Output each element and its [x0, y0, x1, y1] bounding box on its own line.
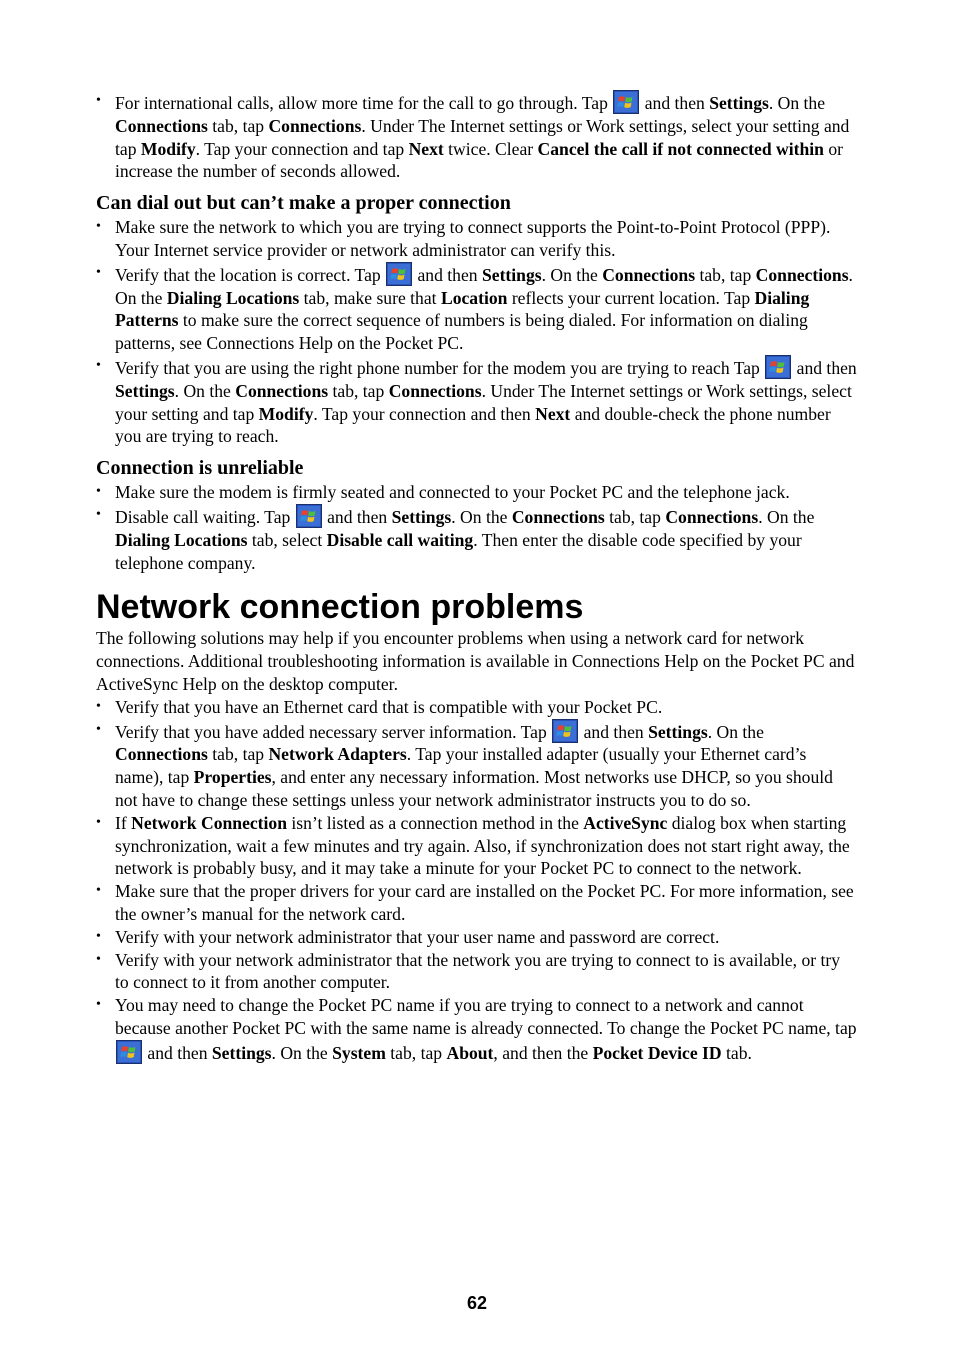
section-heading: Can dial out but can’t make a proper connection: [96, 192, 511, 215]
section2-list: [96, 481, 858, 574]
list-item: • You may need to change the Pocket PC name if you are trying to connect to a network and cannot because another Pocket PC with the same name is already connected. To change the Pocket PC name, tap and then Settings. On the System tab, tap About, and then the Pocket Device ID tab.: [96, 994, 858, 1064]
list-item: • If Network Connection isn’t listed as a connection method in the ActiveSync dialog box when starting synchronization, wait a few minutes and try again. Also, if synchronization does not start right away, the network is probably busy, and it may take a minute for your Pocket PC to connect to the network.: [96, 812, 858, 880]
list-item: • Make sure the modem is firmly seated and connected to your Pocket PC and the telephone jack.: [96, 481, 858, 504]
list-item: • Verify that you have added necessary server information. Tap and then Settings. On the Connections tab, tap Network Adapters. Tap your installed adapter (usually your Ethernet card’s name), tap Properties, and enter any necessary information. Most networks use DHCP, so you should not have to change these settings unless your network administrator instructs you to do so.: [96, 719, 858, 812]
page-title: Network connection problems: [96, 588, 584, 627]
start-menu-icon: [613, 90, 639, 114]
list-item: • Verify that the location is correct. Tap and then Settings. On the Connections tab, tap Connections. On the Dialing Locations tab, make sure that Location reflects your current location. Tap Dialing Patterns to make sure the correct sequence of numbers is being dialed. For information on dialing patterns, see Connections Help on the Pocket PC.: [96, 262, 858, 355]
list-item: • Verify with your network administrator that the network you are trying to connect to is available, or try to connect to it from another computer.: [96, 949, 858, 995]
list-item: • Disable call waiting. Tap and then Settings. On the Connections tab, tap Connections. On the Dialing Locations tab, select Disable call waiting. Then enter the disable code specified by your telephone company.: [96, 504, 858, 574]
document-page: [96, 90, 858, 1064]
start-menu-icon: [116, 1040, 142, 1064]
start-menu-icon: [552, 719, 578, 743]
start-menu-icon: [765, 355, 791, 379]
section-intro: The following solutions may help if you encounter problems when using a network card for network connections. Additional troubleshooting information is available in Connections Help on the Pocket PC and ActiveSync Help on the desktop computer.: [96, 628, 855, 694]
page-number: 62: [466, 1293, 488, 1313]
section3-list: [96, 696, 858, 1065]
start-menu-icon: [296, 504, 322, 528]
section1-list: [96, 216, 858, 448]
list-item: • Make sure the network to which you are trying to connect supports the Point-to-Point Protocol (PPP). Your Internet service provider or network administrator can verify this.: [96, 216, 858, 262]
list-item: • Verify with your network administrator that your user name and password are correct.: [96, 926, 858, 949]
list-item: • Verify that you have an Ethernet card that is compatible with your Pocket PC.: [96, 696, 858, 719]
list-item: • For international calls, allow more time for the call to go through. Tap and then Settings. On the Connections tab, tap Connections. Under The Internet settings or Work settings, select your setting and tap Modify. Tap your connection and tap Next twice. Clear Cancel the call if not connected within or increase the number of seconds allowed.: [96, 90, 858, 183]
intro-list: [96, 90, 858, 183]
start-menu-icon: [386, 262, 412, 286]
list-item: • Make sure that the proper drivers for your card are installed on the Pocket PC. For more information, see the owner’s manual for the network card.: [96, 880, 858, 926]
list-item: • Verify that you are using the right phone number for the modem you are trying to reach Tap and then Settings. On the Connections tab, tap Connections. Under The Internet settings or Work settings, select your setting and tap Modify. Tap your connection and then Next and double-check the phone number you are trying to reach.: [96, 355, 858, 448]
section-heading: Connection is unreliable: [96, 457, 304, 480]
